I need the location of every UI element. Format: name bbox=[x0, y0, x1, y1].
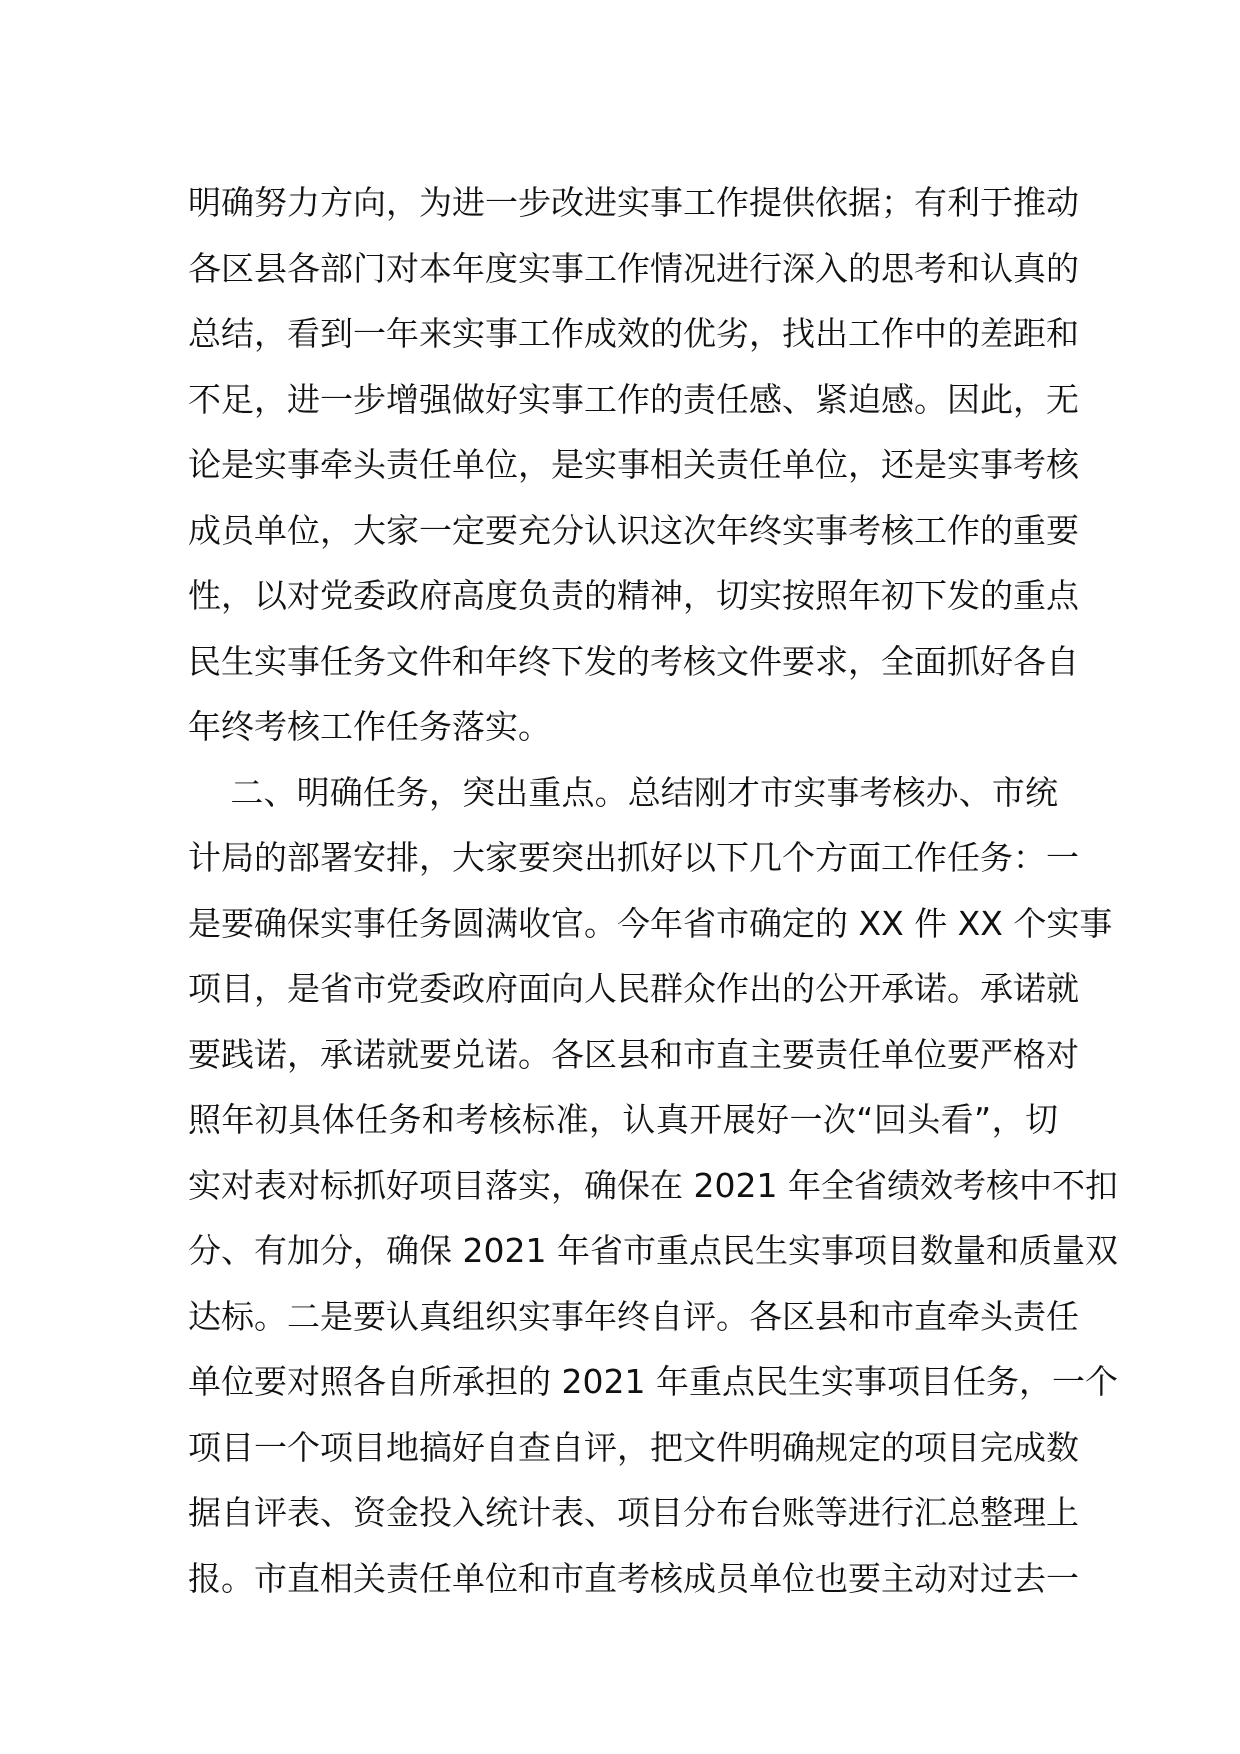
body-text bbox=[188, 170, 1118, 1611]
text-line: 据自评表、资金投入统计表、项目分布台账等进行汇总整理上 bbox=[188, 1493, 1079, 1532]
text-line: 单位要对照各自所承担的 2021 年重点民生实事项目任务，一个 bbox=[188, 1362, 1118, 1401]
text-line: 总结，看到一年来实事工作成效的优劣，找出工作中的差距和 bbox=[188, 314, 1079, 353]
text-line: 各区县各部门对本年度实事工作情况进行深入的思考和认真的 bbox=[188, 248, 1079, 288]
paragraph-1 bbox=[188, 170, 1079, 760]
text-line: 二、明确任务，突出重点。总结刚才市实事考核办、市统 bbox=[188, 772, 1058, 812]
text-line: 明确努力方向，为进一步改进实事工作提供依据；有利于推动 bbox=[188, 183, 1079, 222]
text-line: 要践诺，承诺就要兑诺。各区县和市直主要责任单位要严格对 bbox=[188, 1034, 1079, 1074]
text-line: 年终考核工作任务落实。 bbox=[188, 707, 551, 746]
text-line: 项目一个项目地搞好自查自评，把文件明确规定的项目完成数 bbox=[188, 1427, 1079, 1467]
text-line: 报。市直相关责任单位和市直考核成员单位也要主动对过去一 bbox=[188, 1558, 1079, 1598]
text-line: 实对表对标抓好项目落实，确保在 2021 年全省绩效考核中不扣 bbox=[188, 1165, 1118, 1205]
text-line: 不足，进一步增强做好实事工作的责任感、紧迫感。因此，无 bbox=[188, 379, 1079, 419]
paragraph-2 bbox=[188, 760, 1118, 1612]
text-line: 达标。二是要认真组织实事年终自评。各区县和市直牵头责任 bbox=[188, 1296, 1079, 1336]
text-line: 论是实事牵头责任单位，是实事相关责任单位，还是实事考核 bbox=[188, 445, 1079, 484]
text-line: 分、有加分，确保 2021 年省市重点民生实事项目数量和质量双 bbox=[188, 1231, 1118, 1270]
text-line: 项目，是省市党委政府面向人民群众作出的公开承诺。承诺就 bbox=[188, 969, 1079, 1008]
text-line: 计局的部署安排，大家要突出抓好以下几个方面工作任务：一 bbox=[188, 838, 1079, 877]
text-line: 成员单位，大家一定要充分认识这次年终实事考核工作的重要 bbox=[188, 510, 1079, 550]
text-line: 是要确保实事任务圆满收官。今年省市确定的 XX 件 XX 个实事 bbox=[188, 903, 1113, 943]
text-line: 性，以对党委政府高度负责的精神，切实按照年初下发的重点 bbox=[188, 576, 1079, 615]
text-line: 照年初具体任务和考核标准，认真开展好一次“回头看”，切 bbox=[188, 1100, 1058, 1139]
text-line: 民生实事任务文件和年终下发的考核文件要求，全面抓好各自 bbox=[188, 641, 1079, 681]
